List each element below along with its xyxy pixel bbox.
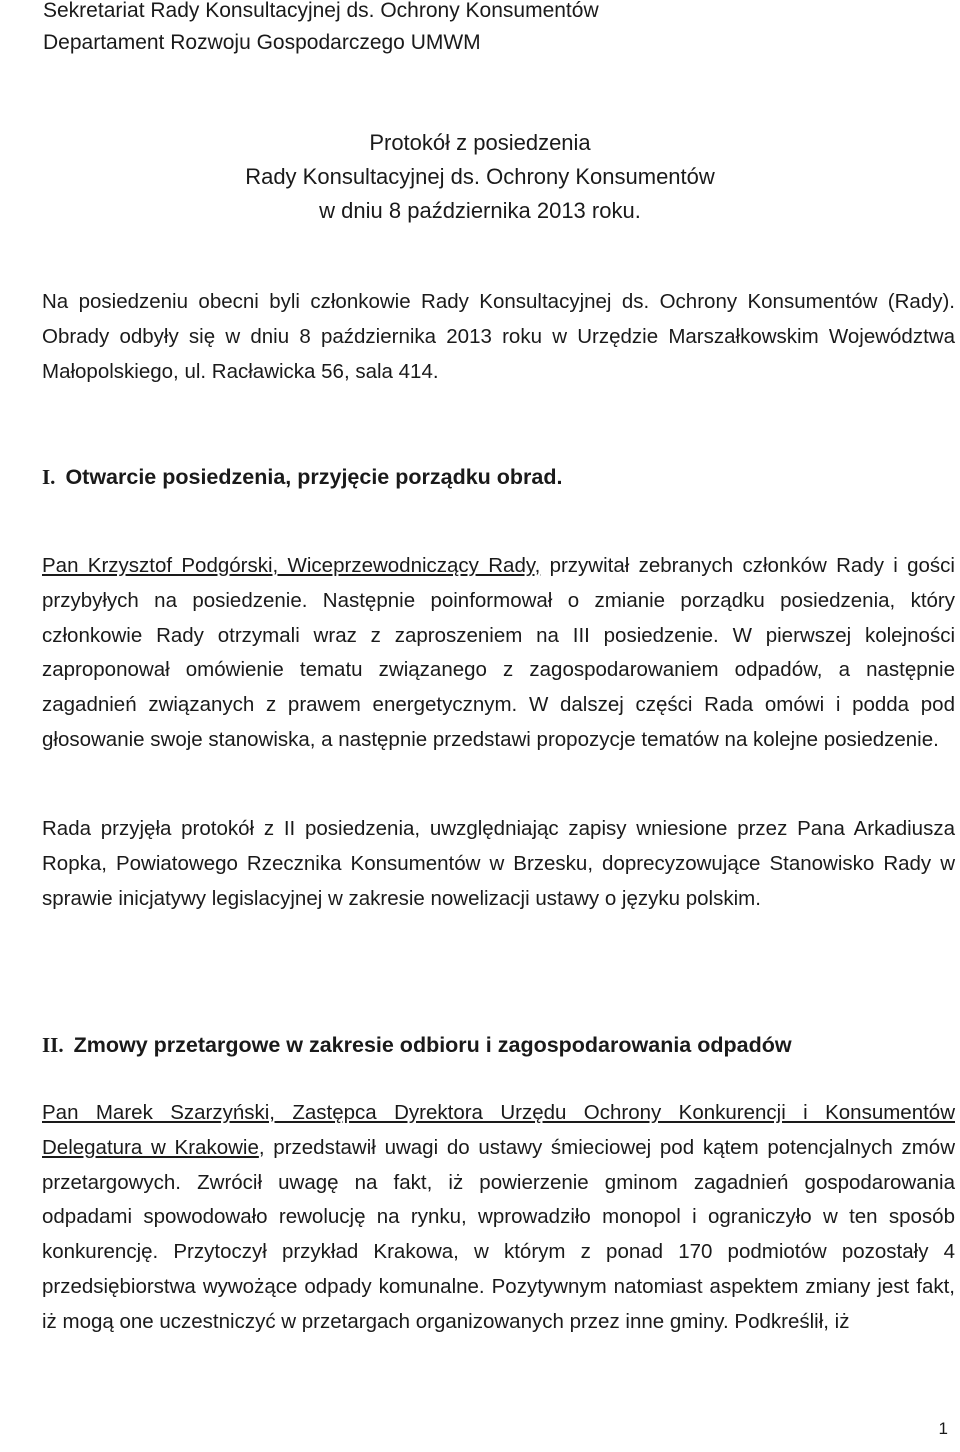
section-1-paragraph-2: Rada przyjęła protokół z II posiedzenia, uwzględniając zapisy wniesione przez Pana Arkadiusza Ropka, Powiatowego Rzecznika Konsumentów w Brzesku, doprecyzowujące Stanowisko Rady w sprawie inicjatywy legislacyjnej w zakresie nowelizacji ustawy o języku polskim. <box>42 817 955 910</box>
intro-paragraph: Na posiedzeniu obecni byli członkowie Rady Konsultacyjnej ds. Ochrony Konsumentów (Rady). Obrady odbyły się w dniu 8 października 2013 roku w Urzędzie Marszałkowskim Województwa Małopolskiego, ul. Racławicka 56, sala 414. <box>42 290 955 383</box>
section-1-number: I. <box>42 465 56 489</box>
section-2-heading <box>42 1030 792 1060</box>
section-1-title: Otwarcie posiedzenia, przyjęcie porządku obrad. <box>65 465 563 489</box>
speaker-name-szarzynski: Pan Marek Szarzyński, Zastępca Dyrektora Urzędu Ochrony Konkurencji i Konsumentów Delegatura w Krakowie <box>42 1101 955 1159</box>
document-title-line3: w dniu 8 października 2013 roku. <box>319 198 641 223</box>
header-line-secretariat: Sekretariat Rady Konsultacyjnej ds. Ochrony Konsumentów <box>43 0 599 22</box>
page-number: 1 <box>938 1419 948 1438</box>
document-title-line1: Protokół z posiedzenia <box>369 130 591 155</box>
section-2-title: Zmowy przetargowe w zakresie odbioru i zagospodarowania odpadów <box>73 1033 792 1057</box>
section-2-paragraph-1-text: , przedstawił uwagi do ustawy śmieciowej pod kątem potencjalnych zmów przetargowych. Zwrócił uwagę na fakt, iż powierzenie gminom zagadnień gospodarowania odpadami spowodowało rewolucję na rynku, wprowadziło monopol i ograniczyło w ten sposób konkurencję. Przytoczył przykład Krakowa, w którym z ponad 170 podmiotów pozostały 4 przedsiębiorstwa wywożące odpady komunalne. Pozytywnym natomiast aspektem zmiany jest fakt, iż mogą one uczestniczyć w przetargach organizowanych przez inne gminy. Podkreślił, iż <box>42 1135 956 1333</box>
section-1-heading <box>42 462 562 492</box>
speaker-name-podgorski: Pan Krzysztof Podgórski, Wiceprzewodniczący Rady, <box>42 554 541 577</box>
section-2-number: II. <box>42 1033 64 1057</box>
section-1-paragraph-1-text: przywitał zebranych członków Rady i gości przybyłych na posiedzenie. Następnie poinformował o zmianie porządku posiedzenia, który członkowie Rady otrzymali wraz z zaproszeniem na III posiedzenie. W pierwszej kolejności zaproponował omówienie tematu związanego z zagospodarowaniem odpadów, a następnie zagadnień związanych z prawem energetycznym. W dalszej części Rada omówi i podda pod głosowanie swoje stanowiska, a następnie przedstawi propozycje tematów na kolejne posiedzenie. <box>42 554 955 751</box>
header-line-department: Departament Rozwoju Gospodarczego UMWM <box>43 31 481 54</box>
section-1-paragraph-1 <box>42 549 955 758</box>
document-title-line2: Rady Konsultacyjnej ds. Ochrony Konsumentów <box>245 164 715 189</box>
section-2-paragraph-1 <box>42 1096 955 1340</box>
